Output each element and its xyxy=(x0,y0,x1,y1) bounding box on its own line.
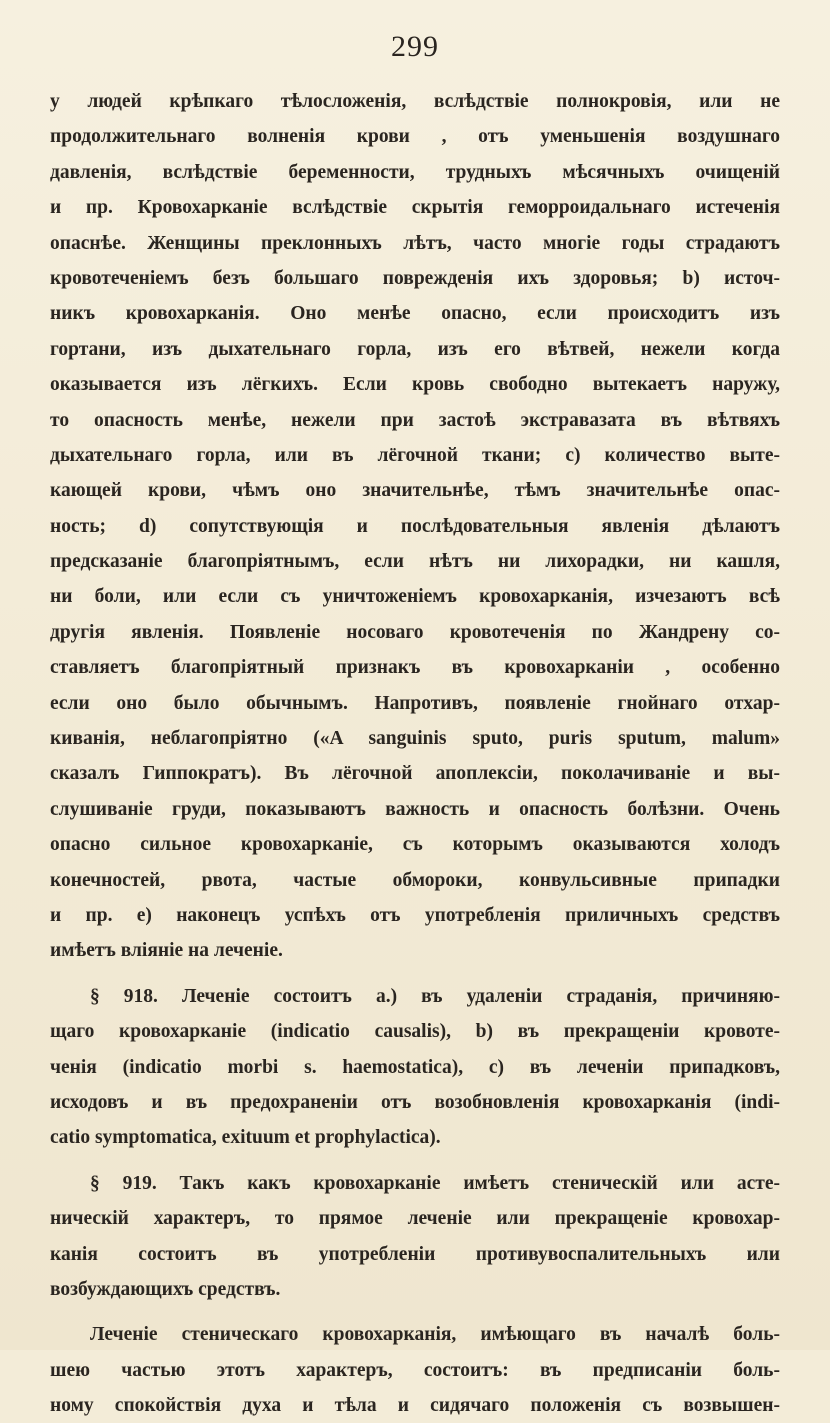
text-line: и пр. e) наконецъ успѣхъ отъ употребленія приличныхъ средствъ xyxy=(50,904,780,926)
text-line: конечностей, рвота, частые обмороки, конвульсивные припадки xyxy=(50,869,780,891)
text-line: сказалъ Гиппократъ). Въ лёгочной апоплексіи, поколачиваніе и вы- xyxy=(50,763,780,785)
text-line: щаго кровохарканіе (indicatio causalis), b) въ прекращеніи кровоте- xyxy=(50,1021,780,1043)
text-line: слушиваніе груди, показываютъ важность и опасность болѣзни. Очень xyxy=(50,798,780,820)
text-line: у людей крѣпкаго тѣлосложенія, вслѣдствіе полнокровія, или не xyxy=(50,91,780,112)
text-line: другія явленія. Появленіе носоваго кровотеченія по Жандрену со- xyxy=(50,621,780,643)
text-line: § 919. Такъ какъ кровохарканіе имѣетъ стеническій или асте- xyxy=(90,1172,780,1194)
text-line: оказывается изъ лёгкихъ. Если кровь свободно вытекаетъ наружу, xyxy=(50,374,780,396)
text-line: ному спокойствія духа и тѣла и сидячаго положенія съ возвышен- xyxy=(50,1395,780,1417)
text-line: возбуждающихъ средствъ. xyxy=(50,1278,281,1300)
text-line: канія состоитъ въ употребленіи противувоспалительныхъ или xyxy=(50,1243,780,1265)
text-line: ни боли, или если съ уничтоженіемъ кровохарканія, изчезаютъ всѣ xyxy=(50,586,780,608)
text-line: продолжительнаго волненія крови , отъ уменьшенія воздушнаго xyxy=(50,126,780,148)
text-line: киванія, неблагопріятно («A sanguinis sputo, puris sputum, malum» xyxy=(50,728,780,750)
text-line: и пр. Кровохарканіе вслѣдствіе скрытія геморроидальнаго истеченія xyxy=(50,197,780,219)
text-line: имѣетъ вліяніе на леченіе. xyxy=(50,940,283,962)
body-text xyxy=(50,84,780,1423)
text-line: дыхательнаго горла, или въ лёгочной ткани; c) количество выте- xyxy=(50,444,780,466)
text-line: никъ кровохарканія. Оно менѣе опасно, если происходитъ изъ xyxy=(50,303,780,325)
text-line: давленія, вслѣдствіе беременности, трудныхъ мѣсячныхъ очищеній xyxy=(50,161,780,183)
text-line: ченія (indicatio morbi s. haemostatica), c) въ леченіи припадковъ, xyxy=(50,1056,780,1078)
text-line: то опасность менѣе, нежели при застоѣ экстравазата въ вѣтвяхъ xyxy=(50,409,780,431)
page-number: 299 xyxy=(391,30,439,63)
text-line: § 918. Леченіе состоитъ a.) въ удаленіи страданія, причиняю- xyxy=(90,985,780,1007)
text-line: catio symptomatica, exituum et prophylactica). xyxy=(50,1127,441,1149)
text-line: опаснѣе. Женщины преклонныхъ лѣтъ, часто многіе годы страдаютъ xyxy=(50,232,780,254)
text-line: кровотеченіемъ безъ большаго поврежденія ихъ здоровья; b) источ- xyxy=(50,267,780,289)
text-line: Леченіе стеническаго кровохарканія, имѣющаго въ началѣ боль- xyxy=(90,1324,780,1346)
text-line: шею частью этотъ характеръ, состоитъ: въ предписаніи боль- xyxy=(50,1359,780,1381)
text-line: кающей крови, чѣмъ оно значительнѣе, тѣмъ значительнѣе опас- xyxy=(50,480,780,502)
text-line: гортани, изъ дыхательнаго горла, изъ его вѣтвей, нежели когда xyxy=(50,338,780,360)
text-line: исходовъ и въ предохраненіи отъ возобновленія кровохарканія (indi- xyxy=(50,1091,780,1113)
text-line: ставляетъ благопріятный признакъ въ кровохарканіи , особенно xyxy=(50,657,780,679)
text-line: предсказаніе благопріятнымъ, если нѣтъ ни лихорадки, ни кашля, xyxy=(50,551,780,573)
text-line: ность; d) сопутствующія и послѣдовательныя явленія дѣлаютъ xyxy=(50,515,780,537)
text-line: если оно было обычнымъ. Напротивъ, появленіе гнойнаго отхар- xyxy=(50,692,780,714)
text-line: опасно сильное кровохарканіе, съ которымъ оказываются холодъ xyxy=(50,834,780,856)
text-line: ническій характеръ, то прямое леченіе или прекращеніе кровохар- xyxy=(50,1208,780,1230)
